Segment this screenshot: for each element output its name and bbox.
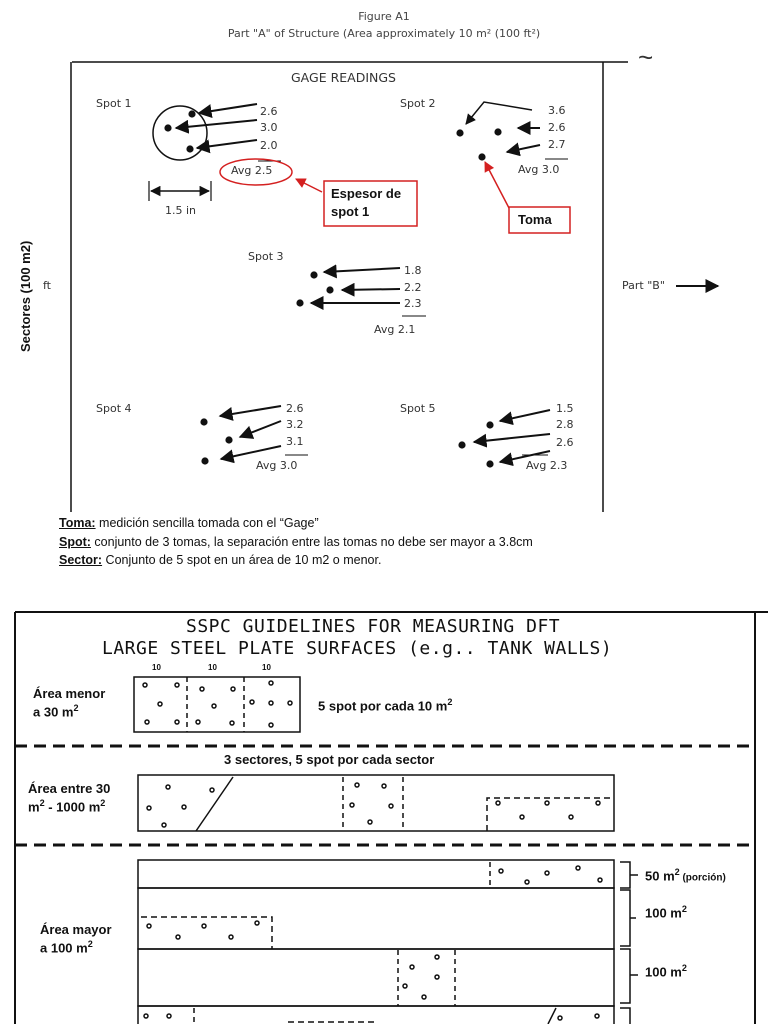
spot-3-reading: 2.3 [404,297,422,310]
definition-term: Sector: [59,553,103,567]
spot-5-reading: 2.8 [556,418,574,431]
sspc-title-line1: SSPC GUIDELINES FOR MEASURING DFT [186,616,561,637]
definition-sector [59,553,381,567]
row2-panels [138,775,614,831]
spot-4-name: Spot 4 [96,402,132,415]
spot-1-reading: 2.6 [260,105,278,118]
definition-toma [59,516,319,530]
spot-4-reading: 2.6 [286,402,304,415]
row3-right-label-sup: 2 [674,867,680,877]
row1-ten-label: 10 [262,663,271,672]
row2-label-sup-b: 2 [100,798,106,808]
row3-right-label [645,904,687,920]
row1-label-text: a 30 m [33,704,74,720]
spot-2-name: Spot 2 [400,97,436,110]
figure-title: Figure A1 [358,10,410,23]
spot-4-avg: Avg 3.0 [256,459,298,472]
toma-callout: Toma [518,212,552,227]
spot-2-reading: 2.7 [548,138,566,151]
spot-5-name: Spot 5 [400,402,436,415]
row3-label-sup: 2 [87,939,93,949]
spot-4-reading: 3.2 [286,418,304,431]
definition-text: medición sencilla tomada con el “Gage” [95,516,319,530]
definition-spot [59,535,533,549]
row1-label-line2 [33,703,79,719]
gage-readings-title: GAGE READINGS [291,70,396,85]
row3-right-label-main: 100 m [645,964,682,980]
row3-right-label-main: 50 m [645,868,675,884]
row3-label-text: a 100 m [40,940,88,956]
spot-1-name: Spot 1 [96,97,132,110]
definition-term: Spot: [59,535,91,549]
row2-header: 3 sectores, 5 spot por cada sector [224,752,435,767]
row1-label-sup: 2 [73,703,79,713]
spot-3-reading: 1.8 [404,264,422,277]
row3-label-line1: Área mayor [40,922,112,937]
spot-2-reading: 2.6 [548,121,566,134]
row1-ten-label: 10 [152,663,161,672]
espesor-callout-line2: spot 1 [331,204,370,219]
spot-5-reading: 2.6 [556,436,574,449]
row3-right-label [645,963,687,979]
row1-ten-label: 10 [208,663,217,672]
row3-panels [138,860,638,1024]
spot-1-graphic [149,104,281,201]
row3-right-label [645,867,726,883]
row2-label-text-b: - 1000 m [44,799,101,815]
row1-note [318,697,452,713]
row2-label-text-a: m [28,799,40,815]
spot-2-reading: 3.6 [548,104,566,117]
spot-5-avg: Avg 2.3 [526,459,568,472]
break-tilde: ~ [638,42,654,72]
row1-note-sup: 2 [447,697,453,707]
spot-5-reading: 1.5 [556,402,574,415]
espesor-callout-line1: Espesor de [331,186,402,201]
definition-text: conjunto de 3 tomas, la separación entre las tomas no debe ser mayor a 3.8cm [90,535,533,549]
gage-frame [71,62,628,512]
definition-term: Toma: [59,516,96,530]
spot-3-avg: Avg 2.1 [374,323,416,336]
spot-1-avg: Avg 2.5 [231,164,273,177]
spot-3-reading: 2.2 [404,281,422,294]
row3-right-label-small: (porción) [679,872,726,884]
ft-label: ft [43,279,51,292]
row1-note-text: 5 spot por cada 10 m [318,698,448,714]
row1-panels [134,677,300,732]
spot-1-reading: 3.0 [260,121,278,134]
row1-label-line1: Área menor [33,686,106,701]
figure-subtitle: Part "A" of Structure (Area approximately 10 m² (100 ft²) [227,27,541,40]
spot-3-name: Spot 3 [248,250,284,263]
spot-4-reading: 3.1 [286,435,304,448]
spot-2-avg: Avg 3.0 [518,163,560,176]
row2-label-sup-a: 2 [39,798,45,808]
row2-label-line2 [28,798,105,814]
spot-width-label: 1.5 in [165,204,197,217]
row3-right-label-main: 100 m [645,905,682,921]
row3-label-line2 [40,939,93,955]
sectores-label: Sectores (100 m2) [18,240,33,352]
row3-right-label-sup: 2 [681,963,687,973]
part-b-label: Part "B" [622,279,665,292]
definition-text: Conjunto de 5 spot en un área de 10 m2 o menor. [102,553,382,567]
sspc-title-line2: LARGE STEEL PLATE SURFACES (e.g.. TANK WALLS) [102,638,613,659]
spot-1-reading: 2.0 [260,139,278,152]
row2-label-line1: Área entre 30 [28,781,111,796]
row3-right-label-sup: 2 [681,904,687,914]
